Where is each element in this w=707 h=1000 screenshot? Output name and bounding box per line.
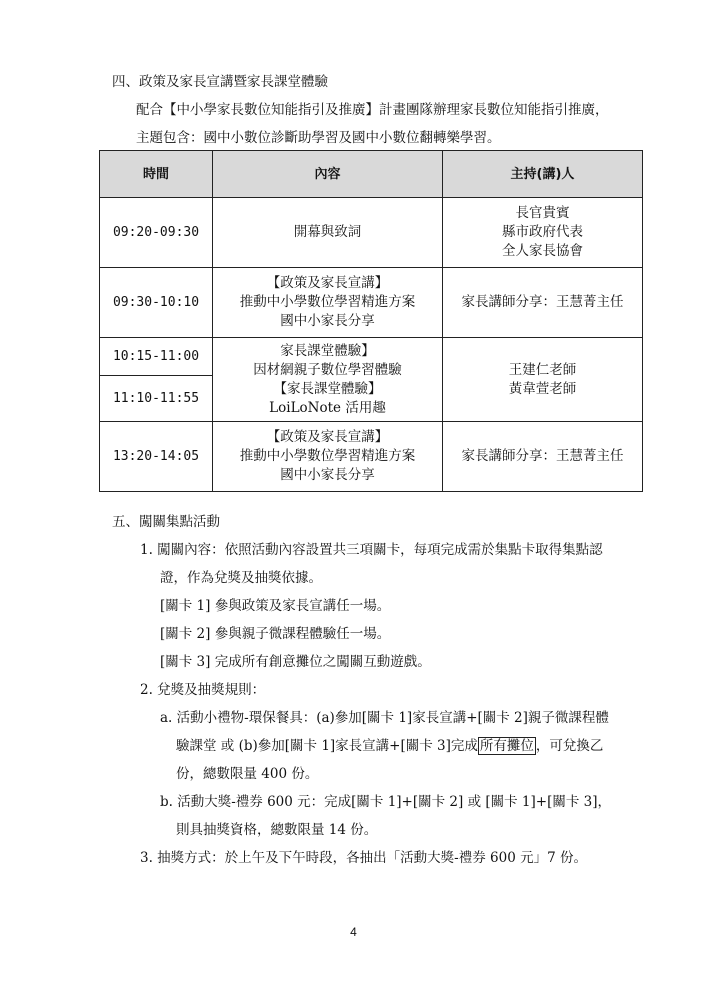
row2-time: 09:30-10:10 — [100, 268, 213, 338]
row2-host: 家長講師分享：王慧菁主任 — [443, 268, 643, 338]
rule-b-line1: b. 活動大獎-禮券 600 元：完成[關卡 1]+[關卡 2] 或 [關卡 1]+[關卡 3]， — [160, 794, 611, 810]
item1-line1: 1. 闖關內容：依照活動內容設置共三項關卡，每項完成需於集點卡取得集點認 — [140, 542, 603, 558]
rule-a-line1: a. 活動小禮物-環保餐具：(a)參加[關卡 1]家長宣講+[關卡 2]親子微課程體 — [160, 710, 609, 726]
stage2-text: [關卡 2] 參與親子微課程體驗任一場。 — [160, 626, 391, 642]
table-row — [100, 338, 643, 376]
item3-text: 3. 抽獎方式：於上午及下午時段，各抽出「活動大獎-禮券 600 元」7 份。 — [140, 850, 587, 866]
row4-host: 家長講師分享：王慧菁主任 — [443, 422, 643, 492]
section5-heading: 五、闖關集點活動 — [112, 514, 220, 530]
schedule-table — [99, 150, 643, 492]
table-header-row — [100, 151, 643, 198]
rule-a-line2: 驗課堂 或 (b)參加[關卡 1]家長宣講+[關卡 3]完成 所有攤位 ，可兌換乙 — [176, 738, 604, 754]
rule-b-line2: 則具抽獎資格，總數限量 14 份。 — [176, 822, 378, 838]
row4-time: 13:20-14:05 — [100, 422, 213, 492]
table-row — [100, 268, 643, 338]
row4-content: 【政策及家長宣講】 推動中小學數位學習精進方案 國中小家長分享 — [213, 422, 443, 492]
row1-content: 開幕與致詞 — [213, 198, 443, 268]
row1-host: 長官貴賓 縣市政府代表 全人家長協會 — [443, 198, 643, 268]
row3-time-a: 10:15-11:00 — [100, 338, 213, 376]
section4-line1: 配合【中小學家長數位知能指引及推廣】計畫團隊辦理家長數位知能指引推廣， — [136, 102, 609, 118]
row1-time: 09:20-09:30 — [100, 198, 213, 268]
boxed-all-booths: 所有攤位 — [479, 738, 534, 754]
item1-line2: 證，作為兌獎及抽獎依據。 — [160, 570, 322, 586]
table-row — [100, 422, 643, 492]
header-time: 時間 — [100, 151, 213, 198]
header-content: 內容 — [213, 151, 443, 198]
section4-heading: 四、政策及家長宣講暨家長課堂體驗 — [112, 74, 328, 90]
row3-time-b: 11:10-11:55 — [100, 376, 213, 422]
row3-host: 王建仁老師 黃韋萱老師 — [443, 338, 643, 422]
table-row — [100, 198, 643, 268]
header-host: 主持(講)人 — [443, 151, 643, 198]
rule-a-line3: 份，總數限量 400 份。 — [176, 766, 319, 782]
section4-line2: 主題包含：國中小數位診斷助學習及國中小數位翻轉樂學習。 — [136, 130, 501, 146]
item2-heading: 2. 兌獎及抽獎規則： — [140, 682, 266, 698]
stage1-text: [關卡 1] 參與政策及家長宣講任一場。 — [160, 598, 391, 614]
stage3-text: [關卡 3] 完成所有創意攤位之闖關互動遊戲。 — [160, 654, 431, 670]
row2-content: 【政策及家長宣講】 推動中小學數位學習精進方案 國中小家長分享 — [213, 268, 443, 338]
row3-content: 家長課堂體驗】 因材網親子數位學習體驗 【家長課堂體驗】 LoiLoNote 活用趣 — [213, 338, 443, 422]
page-number: 4 — [350, 925, 357, 939]
